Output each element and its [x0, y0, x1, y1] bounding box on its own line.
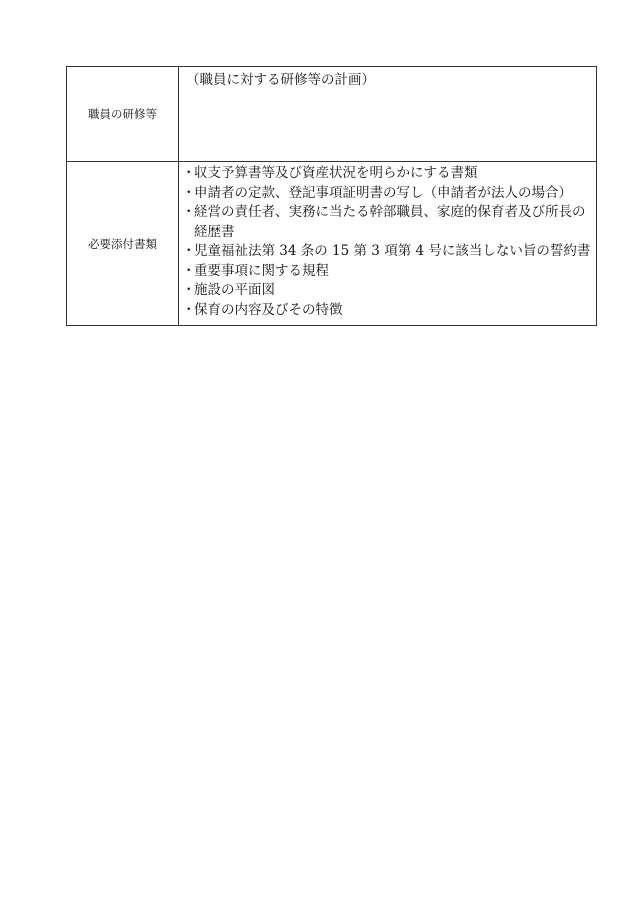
document-item-text: 重要事項に関する規程	[194, 262, 329, 279]
documents-label: 必要添付書類	[67, 162, 179, 326]
documents-row	[67, 162, 597, 326]
bullet-icon: ・	[182, 165, 196, 181]
bullet-icon: ・	[182, 243, 196, 259]
document-item	[179, 281, 594, 301]
documents-content-cell	[179, 162, 597, 326]
training-row	[67, 67, 597, 162]
form-table	[66, 66, 597, 326]
bullet-icon: ・	[182, 184, 196, 201]
training-label: 職員の研修等	[67, 67, 179, 162]
training-plan-text: （職員に対する研修等の計画）	[186, 72, 375, 88]
document-item	[179, 262, 594, 282]
document-item	[179, 164, 594, 184]
document-item	[179, 184, 594, 204]
document-item-text: 施設の平面図	[194, 282, 275, 298]
bullet-icon: ・	[182, 204, 196, 220]
bullet-icon: ・	[182, 282, 196, 298]
document-item	[179, 301, 594, 321]
bullet-icon: ・	[182, 301, 196, 318]
bullet-icon: ・	[182, 262, 196, 279]
document-item-text: 保育の内容及びその特徴	[194, 301, 343, 318]
document-item-text: 児童福祉法第 34 条の 15 第 3 項第 4 号に該当しない旨の誓約書	[194, 243, 591, 259]
training-content-cell	[179, 67, 597, 162]
document-item-text: 経営の責任者、実務に当たる幹部職員、家庭的保育者及び所長の経歴書	[194, 204, 586, 240]
document-item-text: 収支予算書等及び資産状況を明らかにする書類	[194, 165, 478, 181]
document-item	[179, 242, 594, 262]
documents-list	[179, 162, 596, 320]
document-item	[179, 203, 594, 242]
document-item-text: 申請者の定款、登記事項証明書の写し（申請者が法人の場合）	[194, 184, 572, 201]
